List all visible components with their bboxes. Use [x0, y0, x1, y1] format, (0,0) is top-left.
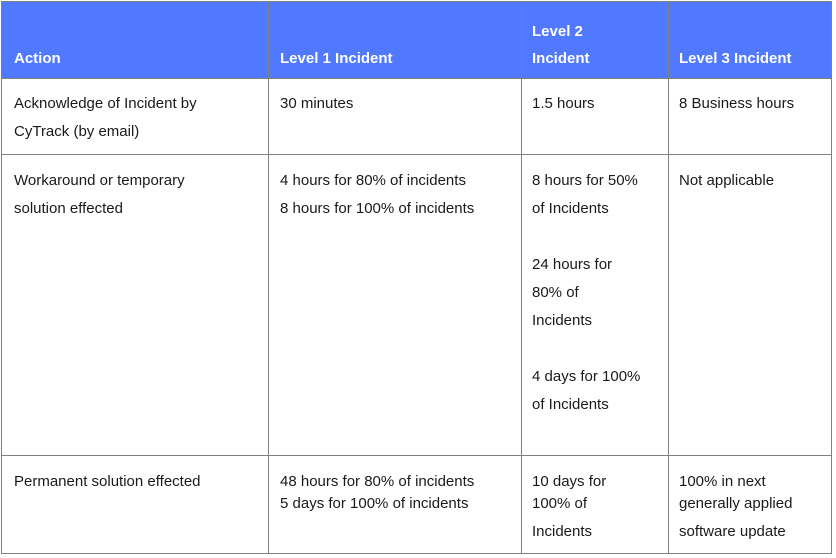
cell-text: Incidents [532, 312, 593, 329]
header-level1: Level 1 Incident [280, 50, 393, 67]
row3-level2 [532, 468, 606, 546]
row2-level2 [532, 167, 640, 419]
row3-level3 [679, 468, 792, 546]
cell-text: 4 days for 100% [532, 368, 641, 385]
cell-text: 8 hours for 50% [532, 172, 638, 189]
header-level2 [532, 18, 590, 72]
cell-text: Acknowledge of Incident by [14, 95, 197, 112]
row1-level1: 30 minutes [280, 95, 354, 112]
cell-text: 100% in next [679, 473, 766, 490]
cell-text: 4 hours for 80% of incidents [280, 172, 466, 189]
header-action: Action [14, 50, 61, 67]
cell-text: 100% of [532, 495, 588, 512]
cell-text: 10 days for [532, 473, 607, 490]
cell-text: of Incidents [532, 396, 609, 413]
cell-text: 80% of [532, 284, 579, 301]
incident-response-table [1, 1, 832, 554]
row3-level1 [280, 471, 474, 515]
row1-level3: 8 Business hours [679, 95, 795, 112]
row2-level3: Not applicable [679, 172, 775, 189]
row3-action: Permanent solution effected [14, 473, 201, 490]
cell-text: 5 days for 100% of incidents [280, 495, 469, 512]
header-level2-line: Level 2 [532, 23, 583, 40]
cell-text: solution effected [14, 200, 123, 217]
cell-text: generally applied [679, 495, 793, 512]
row2-action [14, 167, 185, 223]
header-level3: Level 3 Incident [679, 50, 792, 67]
cell-text: CyTrack (by email) [14, 123, 140, 140]
cell-text: 24 hours for [532, 256, 613, 273]
row1-level2: 1.5 hours [532, 95, 595, 112]
row1-action [14, 90, 197, 146]
cell-text: Workaround or temporary [14, 172, 185, 189]
header-level2-line: Incident [532, 50, 590, 67]
cell-text: software update [679, 523, 786, 540]
cell-text: Incidents [532, 523, 593, 540]
row2-level1 [280, 167, 474, 223]
cell-text: of Incidents [532, 200, 609, 217]
cell-text: 48 hours for 80% of incidents [280, 473, 475, 490]
cell-text: 8 hours for 100% of incidents [280, 200, 475, 217]
